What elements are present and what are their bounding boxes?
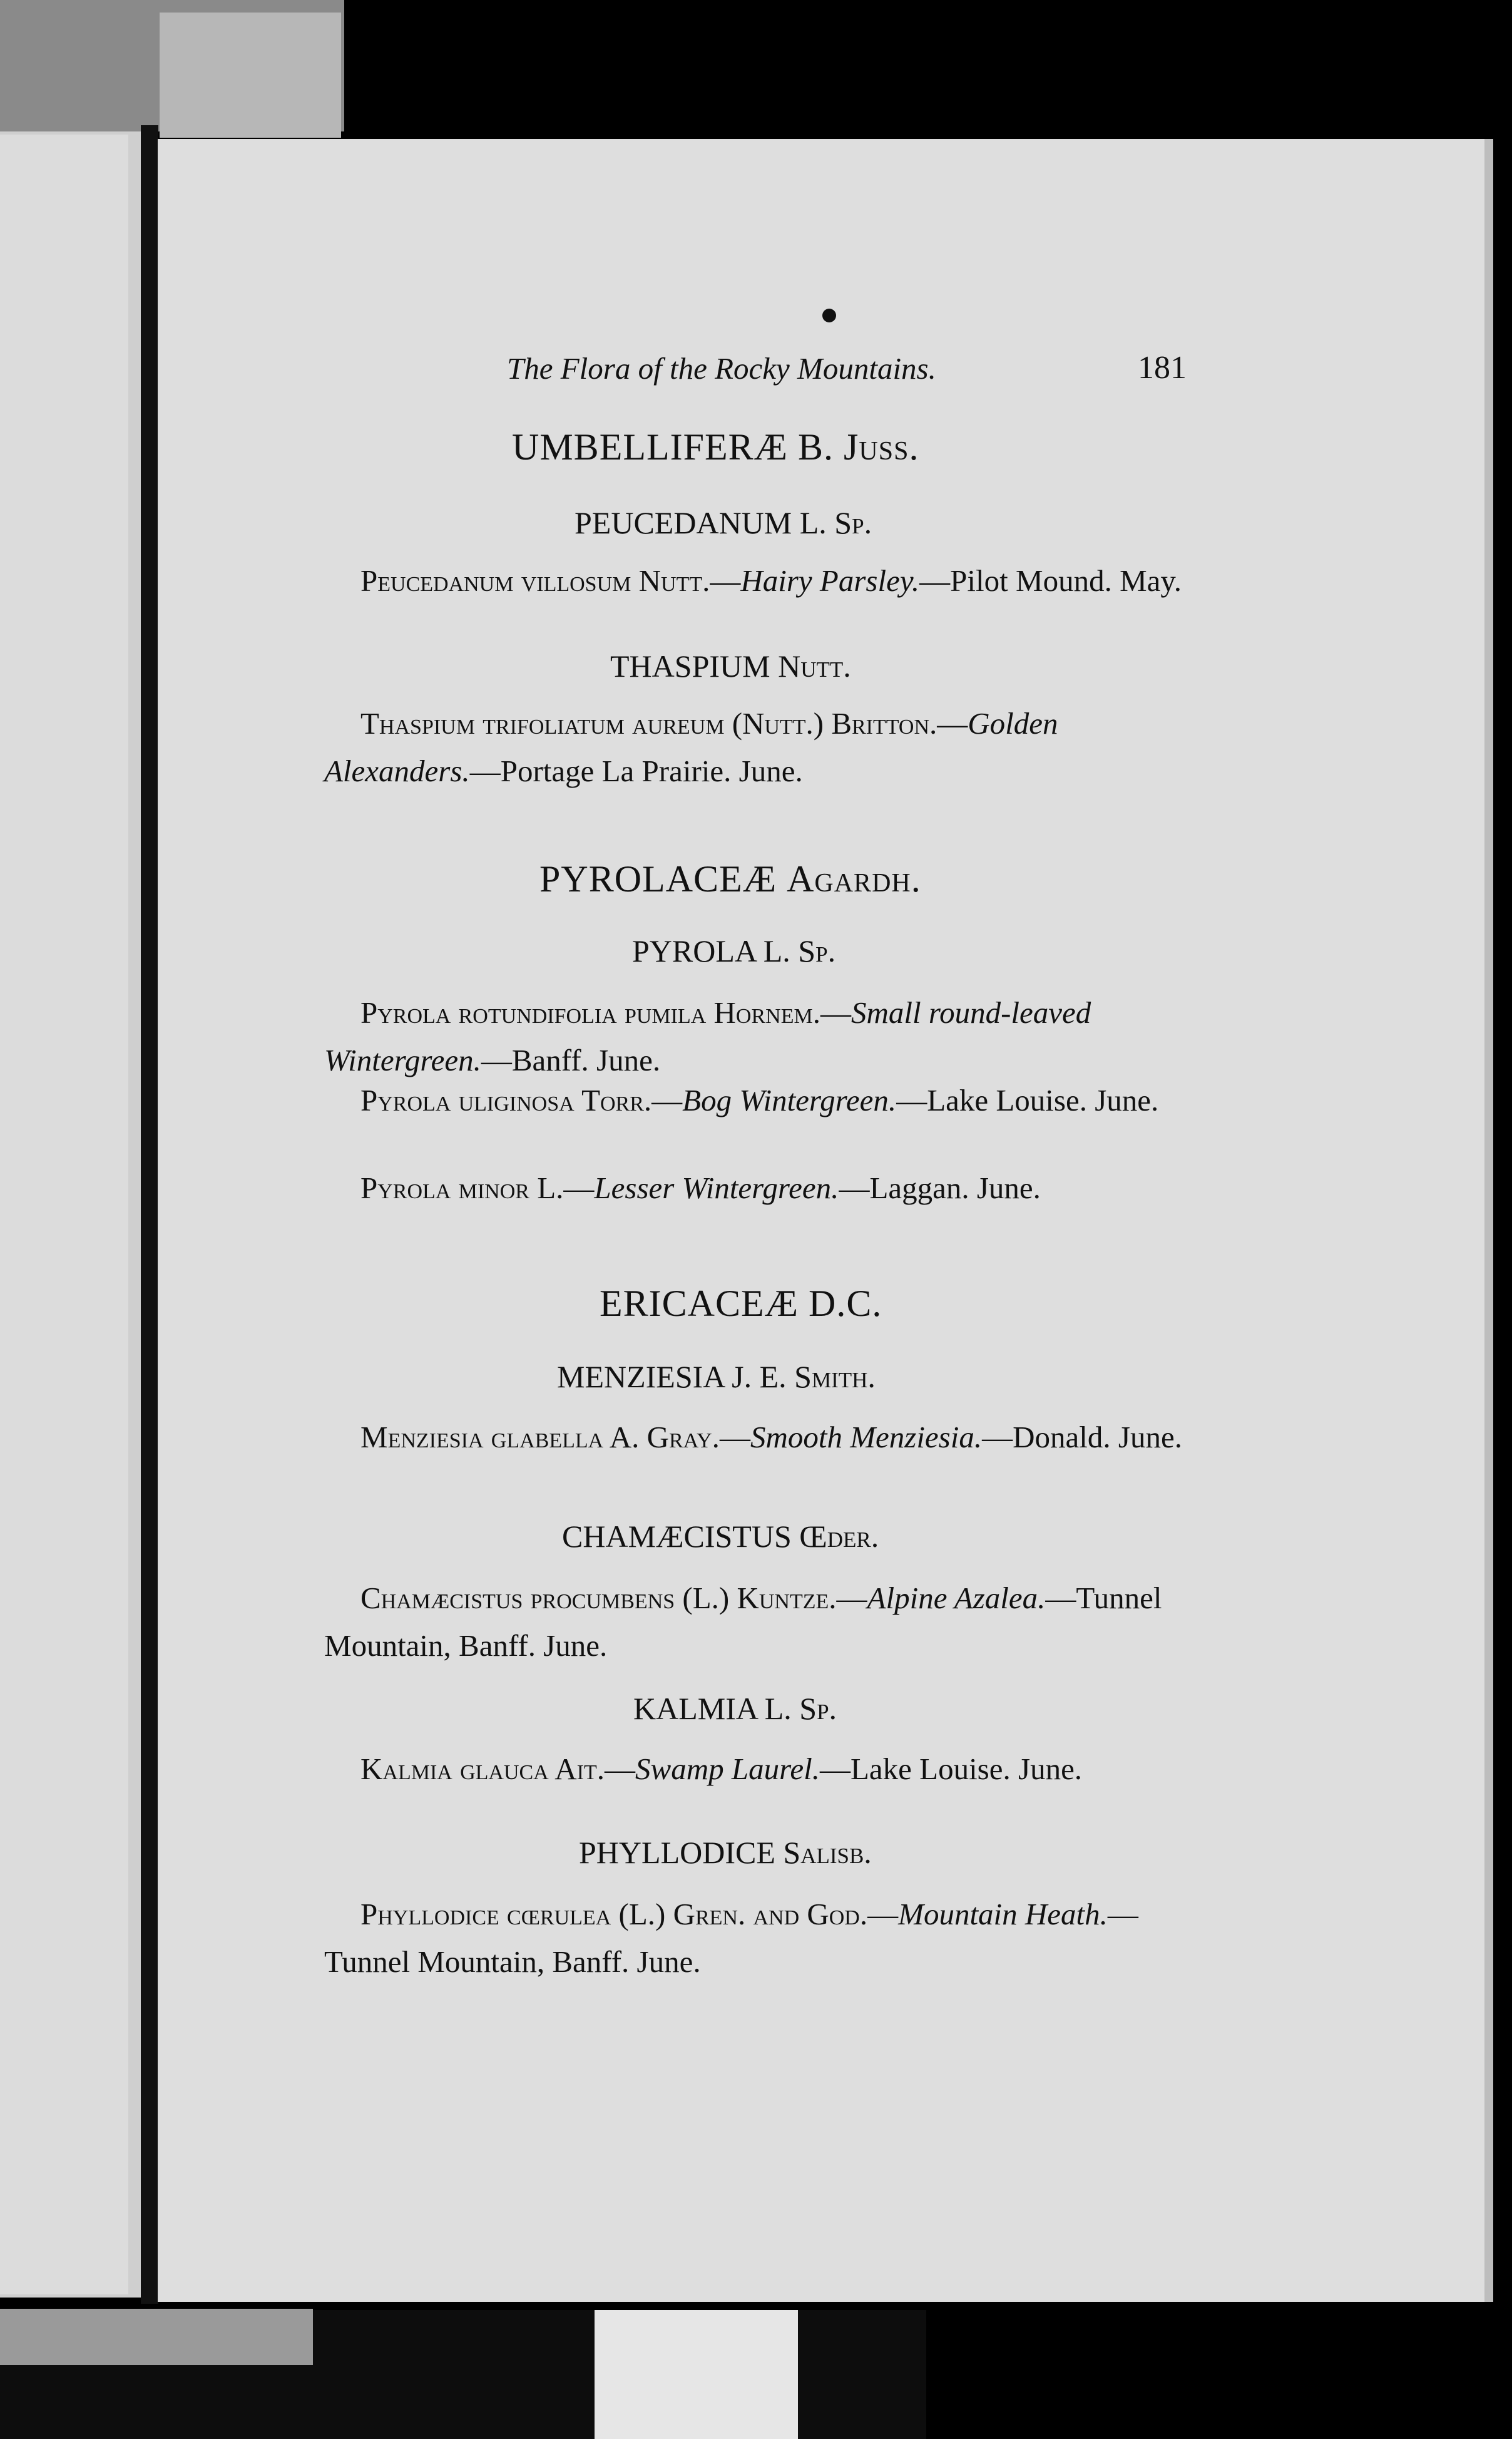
common-name: Swamp Laurel. xyxy=(635,1752,820,1786)
dash: — xyxy=(820,995,851,1030)
genus-name: CHAMÆCISTUS xyxy=(562,1519,792,1554)
common-name: Golden Alexanders. xyxy=(324,706,1058,788)
family-author: D.C. xyxy=(809,1283,882,1324)
dash: — xyxy=(710,563,741,598)
locality: —Tunnel Mountain, Banff. June. xyxy=(324,1897,1138,1979)
species-entry xyxy=(324,1077,1194,1124)
species-name: Phyllodice cœrulea (L.) Gren. and God. xyxy=(360,1897,868,1931)
scan-background-bottom-card xyxy=(595,2310,798,2439)
genus-author: L. Sp. xyxy=(764,1691,837,1726)
genus-heading xyxy=(633,1690,837,1727)
species-name: Peucedanum villosum Nutt. xyxy=(360,563,710,598)
dash: — xyxy=(563,1171,595,1205)
species-entry xyxy=(324,1745,1194,1793)
common-name: Alpine Azalea. xyxy=(867,1581,1046,1615)
locality: —Donald. June. xyxy=(982,1420,1182,1454)
family-name: UMBELLIFERÆ xyxy=(512,426,789,468)
family-heading xyxy=(512,426,919,469)
genus-author: Salisb. xyxy=(783,1835,872,1870)
species-name: Pyrola minor L. xyxy=(360,1171,564,1205)
species-entry xyxy=(324,1164,1194,1212)
dash: — xyxy=(651,1083,683,1117)
species-entry xyxy=(324,1414,1194,1461)
common-name: Mountain Heath. xyxy=(898,1897,1108,1931)
book-gutter xyxy=(141,125,158,2304)
species-name: Chamæcistus procumbens (L.) Kuntze. xyxy=(360,1581,837,1615)
genus-heading xyxy=(610,648,851,684)
family-name: PYROLACEÆ xyxy=(539,858,777,900)
species-entry xyxy=(324,1574,1194,1670)
dash: — xyxy=(867,1897,899,1931)
genus-name: PHYLLODICE xyxy=(579,1835,775,1870)
species-name: Menziesia glabella A. Gray. xyxy=(360,1420,720,1454)
running-title: The Flora of the Rocky Mountains. xyxy=(507,351,936,386)
species-entry xyxy=(324,989,1194,1084)
genus-author: L. Sp. xyxy=(763,933,836,968)
species-name: Thaspium trifoliatum aureum (Nutt.) Britton. xyxy=(360,706,937,741)
facing-page-inner xyxy=(0,135,128,2294)
locality: —Lake Louise. June. xyxy=(819,1752,1083,1786)
genus-heading xyxy=(632,933,835,969)
ink-dot-mark xyxy=(822,309,836,322)
genus-name: PYROLA xyxy=(632,933,756,968)
genus-heading xyxy=(579,1834,872,1871)
locality: —Pilot Mound. May. xyxy=(919,563,1182,598)
family-name: ERICACEÆ xyxy=(600,1283,799,1324)
locality: —Portage La Prairie. June. xyxy=(469,754,803,788)
dash: — xyxy=(937,706,968,741)
genus-heading xyxy=(557,1358,876,1395)
common-name: Small round-leaved Wintergreen. xyxy=(324,995,1091,1077)
common-name: Bog Wintergreen. xyxy=(682,1083,897,1117)
species-name: Kalmia glauca Ait. xyxy=(360,1752,605,1786)
genus-name: KALMIA xyxy=(633,1691,757,1726)
locality: —Laggan. June. xyxy=(839,1171,1041,1205)
scan-background-top-paper xyxy=(160,13,341,138)
common-name: Hairy Parsley. xyxy=(740,563,920,598)
genus-name: PEUCEDANUM xyxy=(575,505,792,540)
family-heading xyxy=(600,1282,882,1325)
locality: —Tunnel Mountain, Banff. June. xyxy=(324,1581,1162,1663)
scan-background-bottom-paper xyxy=(0,2309,313,2365)
genus-heading xyxy=(562,1518,879,1554)
species-name: Pyrola rotundifolia pumila Hornem. xyxy=(360,995,820,1030)
genus-name: THASPIUM xyxy=(610,649,770,684)
genus-author: J. E. Smith. xyxy=(732,1359,876,1394)
species-entry xyxy=(324,557,1194,605)
locality: —Banff. June. xyxy=(481,1043,661,1077)
genus-heading xyxy=(575,505,872,541)
family-author: B. Juss. xyxy=(798,426,919,468)
common-name: Smooth Menziesia. xyxy=(750,1420,983,1454)
family-author: Agardh. xyxy=(787,858,921,900)
page-edge xyxy=(1484,139,1493,2302)
family-heading xyxy=(539,858,921,901)
species-name: Pyrola uliginosa Torr. xyxy=(360,1083,652,1117)
genus-name: MENZIESIA xyxy=(557,1359,724,1394)
genus-author: Œder. xyxy=(799,1519,879,1554)
dash: — xyxy=(719,1420,750,1454)
species-entry xyxy=(324,700,1194,795)
species-entry xyxy=(324,1891,1194,1986)
genus-author: Nutt. xyxy=(778,649,851,684)
page-number: 181 xyxy=(1138,350,1187,386)
dash: — xyxy=(605,1752,636,1786)
common-name: Lesser Wintergreen. xyxy=(594,1171,839,1205)
locality: —Lake Louise. June. xyxy=(896,1083,1159,1117)
genus-author: L. Sp. xyxy=(799,505,872,540)
dash: — xyxy=(836,1581,867,1615)
